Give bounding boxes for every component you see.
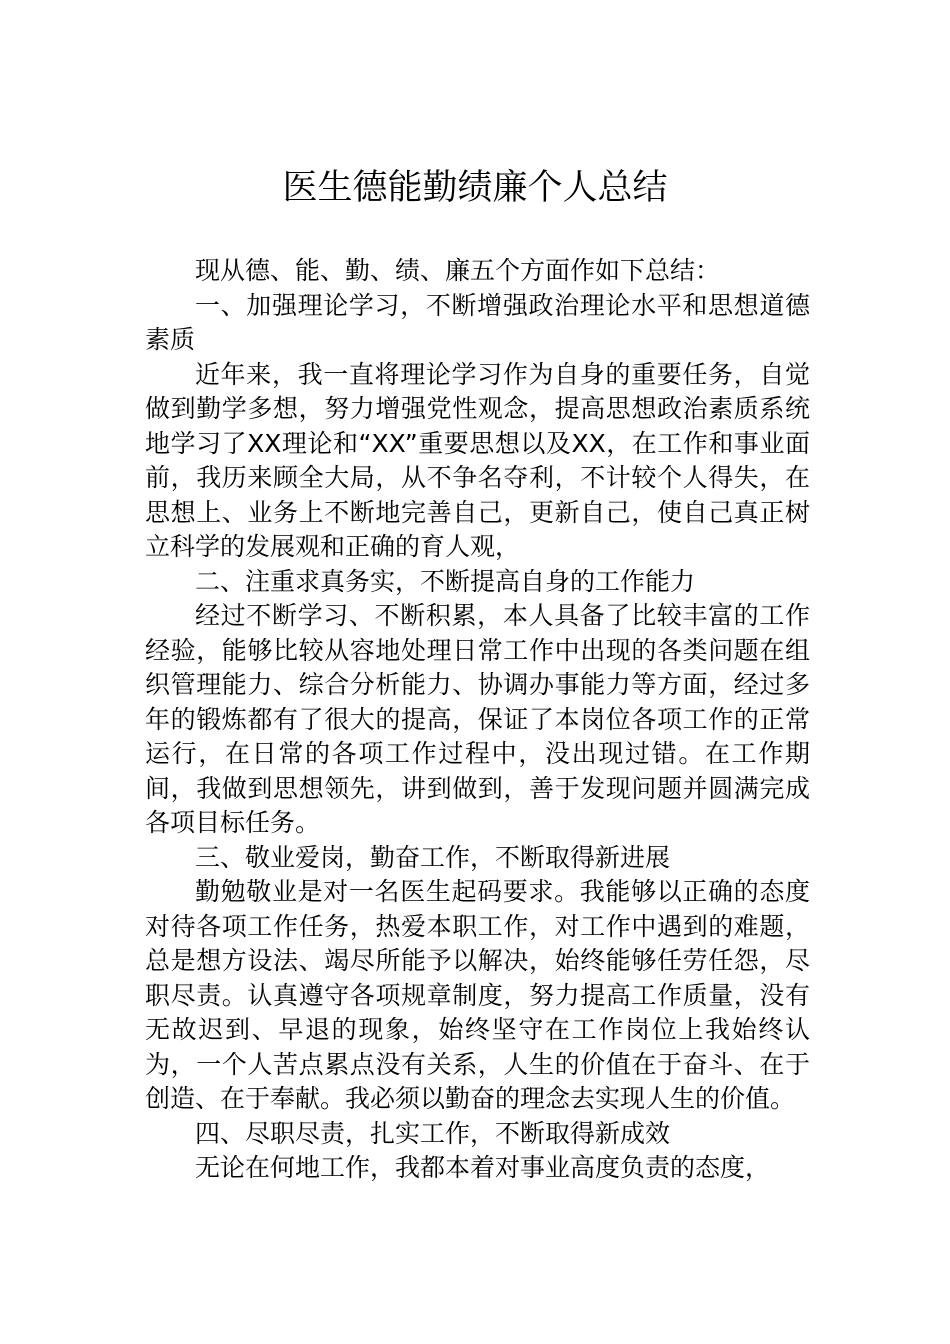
- intro-paragraph: 现从德、能、勤、绩、廉五个方面作如下总结：: [195, 256, 721, 285]
- section-heading-3: 三、敬业爱岗，勤奋工作，不断取得新进展: [195, 842, 671, 872]
- body-paragraph: 经过不断学习、不断积累，本人具备了比较丰富的工作经验，能够比较从容地处理日常工作中出现的各类问题在组织管理能力、综合分析能力、协调办事能力等方面，经过多年的锻炼都有了很大的提高，保证了本岗位各项工作的正常运行，在日常的各项工作过程中，没出现过错。在工作期间，我做到思想领先，讲到做到，善于发现问题并圆满完成各项目标任务。: [145, 601, 810, 837]
- body-paragraph: 近年来，我一直将理论学习作为自身的重要任务，自觉做到勤学多想，努力增强党性观念，提高思想政治素质系统地学习了XX理论和“XX”重要思想以及XX，在工作和事业面前，我历来顾全大局，从不争名夺利，不计较个人得失，在思想上、业务上不断地完善自己，更新自己，使自己真正树立科学的发展观和正确的育人观，: [145, 359, 810, 561]
- document-title: 医生德能勤绩廉个人总结: [282, 168, 668, 208]
- section-heading-4: 四、尽职尽责，扎实工作，不断取得新成效: [195, 1118, 671, 1148]
- section-heading-1: 一、加强理论学习，不断增强政治理论水平和思想道德素质: [145, 290, 810, 354]
- section-heading-2: 二、注重求真务实，不断提高自身的工作能力: [195, 566, 696, 596]
- document-body: [145, 254, 810, 1186]
- body-paragraph: 无论在何地工作，我都本着对事业高度负责的态度，: [195, 1153, 771, 1182]
- body-paragraph: 勤勉敬业是对一名医生起码要求。我能够以正确的态度对待各项工作任务，热爱本职工作，对工作中遇到的难题，总是想方设法、竭尽所能予以解决，始终能够任劳任怨，尽职尽责。认真遵守各项规章制度，努力提高工作质量，没有无故迟到、早退的现象，始终坚守在工作岗位上我始终认为，一个人苦点累点没有关系，人生的价值在于奋斗、在于创造、在于奉献。我必须以勤奋的理念去实现人生的价值。: [145, 877, 810, 1113]
